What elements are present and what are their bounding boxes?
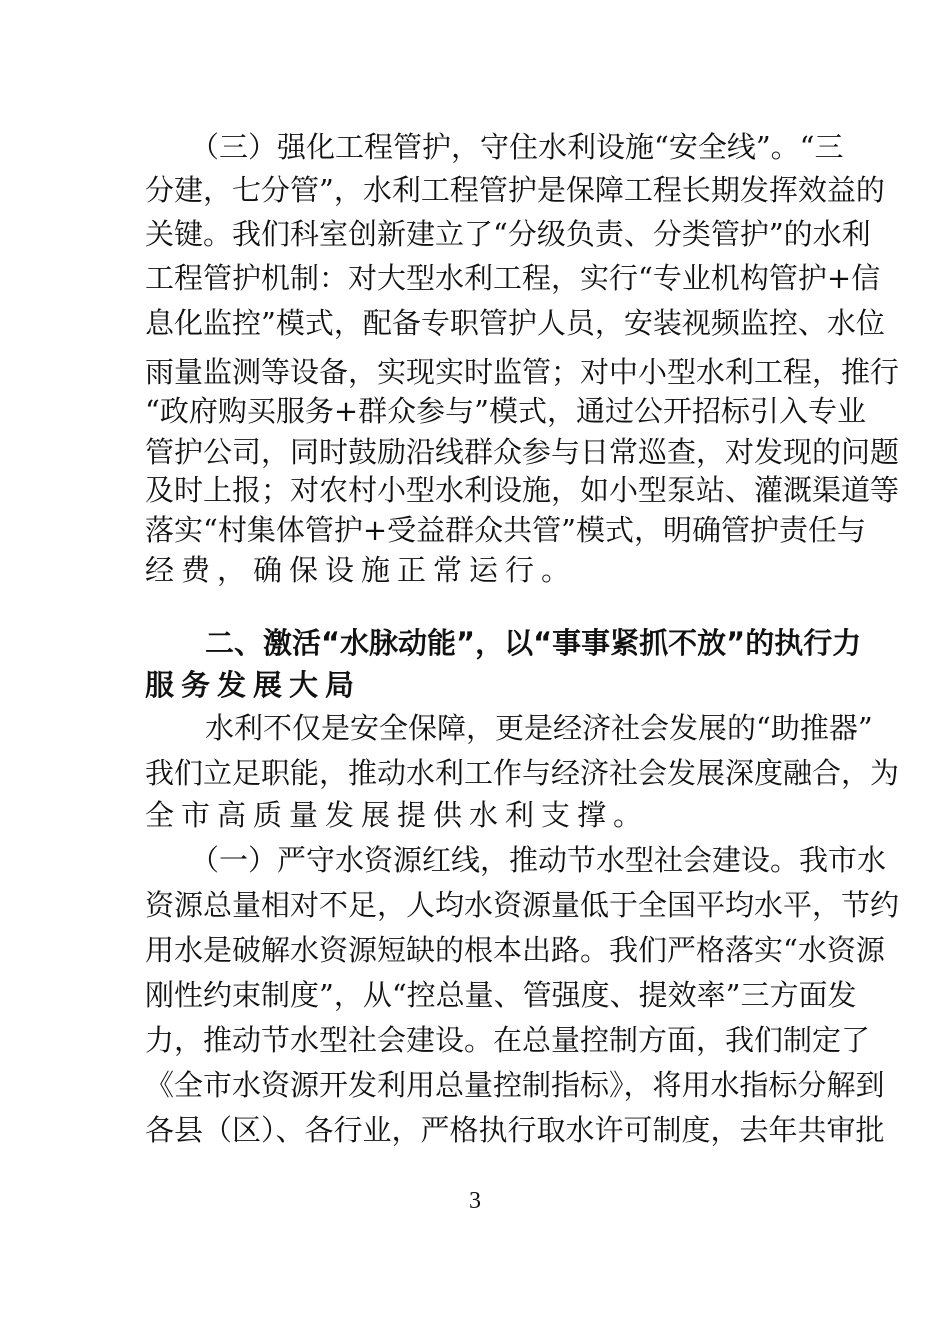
text-line: 《全市水资源开发利用总量控制指标》，将用水指标分解到 (145, 1068, 885, 1102)
text-line: 工程管护机制：对大型水利工程，实行“专业机构管护+信 (145, 261, 881, 295)
heading-line: 服务发展大局 (145, 668, 362, 702)
text-line: （一）严守水资源红线，推动节水型社会建设。我市水 (190, 843, 887, 877)
text-line: 经费，确保设施正常运行。 (145, 553, 578, 587)
text-line: 落实“村集体管护+受益群众共管”模式，明确管护责任与 (145, 513, 866, 547)
text-line: 息化监控”模式，配备专职管护人员，安装视频监控、水位 (145, 306, 885, 340)
text-line: 水利不仅是安全保障，更是经济社会发展的“助推器” (205, 711, 873, 745)
text-line: 及时上报；对农村小型水利设施，如小型泵站、灌溉渠道等 (145, 473, 900, 507)
text-line: 力，推动节水型社会建设。在总量控制方面，我们制定了 (145, 1023, 871, 1057)
text-line: 刚性约束制度”，从“控总量、管强度、提效率”三方面发 (145, 978, 857, 1012)
text-line: 各县（区）、各行业，严格执行取水许可制度，去年共审批 (145, 1113, 885, 1147)
text-line: 管护公司，同时鼓励沿线群众参与日常巡查，对发现的问题 (145, 435, 900, 469)
text-line: 分建，七分管”，水利工程管护是保障工程长期发挥效益的 (145, 173, 885, 207)
text-line: 关键。我们科室创新建立了“分级负责、分类管护”的水利 (145, 217, 871, 251)
text-line: 用水是破解水资源短缺的根本出路。我们严格落实“水资源 (145, 933, 885, 967)
text-line: 雨量监测等设备，实现实时监管；对中小型水利工程，推行 (145, 355, 900, 389)
text-line: （三）强化工程管护，守住水利设施“安全线”。“三 (190, 130, 844, 164)
page-number: 3 (469, 1188, 481, 1214)
text-line: 资源总量相对不足，人均水资源量低于全国平均水平，节约 (145, 888, 900, 922)
text-line: 我们立足职能，推动水利工作与经济社会发展深度融合，为 (145, 756, 900, 790)
text-line: “政府购买服务+群众参与”模式，通过公开招标引入专业 (145, 394, 866, 428)
text-line: 全市高质量发展提供水利支撑。 (145, 798, 650, 832)
heading-line: 二、激活“水脉动能”，以“事事紧抓不放”的执行力 (205, 626, 862, 660)
